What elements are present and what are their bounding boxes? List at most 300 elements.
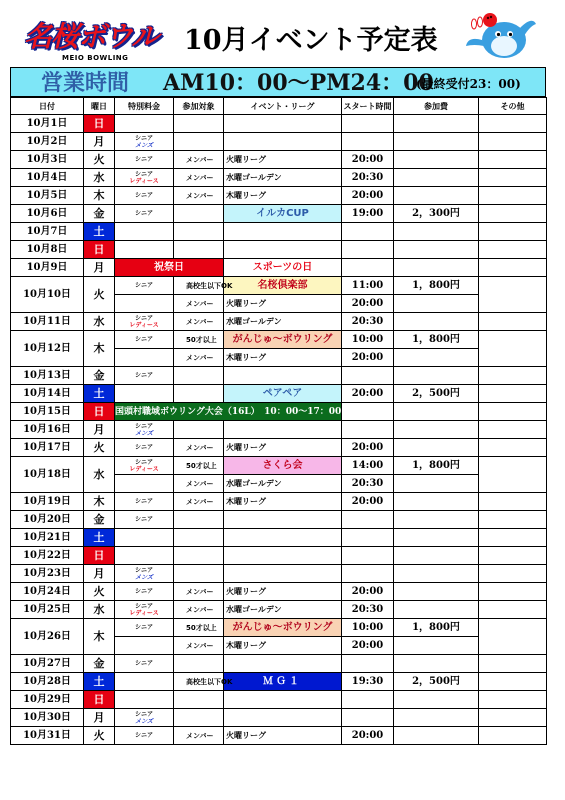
fee-category-label: シニア [134,336,153,343]
date-cell: 10月17日 [11,439,84,457]
fee-cell [394,295,479,313]
fee-category-label: シニア [134,210,153,217]
other-cell [479,511,547,529]
event-cell: 火曜リーグ [224,295,342,313]
table-row [11,727,547,745]
date-cell: 10月10日 [11,277,84,313]
weekday-cell: 日 [84,547,115,565]
fee-cell [394,529,479,547]
special-fee-cell [115,601,174,619]
event-cell: がんじゅ～ボウリング [224,619,342,637]
special-fee-cell [115,115,174,133]
other-cell [479,529,547,547]
event-cell: 水曜ゴールデン [224,475,342,493]
fee-cell [394,259,479,277]
col-header-date: 日付 [11,98,84,115]
holiday-cell: 祝祭日 [115,259,224,277]
special-fee-cell [115,691,174,709]
schedule-body [11,115,547,745]
start-time-cell [342,547,394,565]
other-cell [479,277,547,313]
participants-cell [174,241,224,259]
weekday-cell: 日 [84,115,115,133]
table-row [11,511,547,529]
special-fee-cell [115,133,174,151]
weekday-cell: 火 [84,151,115,169]
other-cell [479,583,547,601]
other-cell [479,115,547,133]
weekday-cell: 金 [84,655,115,673]
weekday-cell: 火 [84,727,115,745]
weekday-cell: 金 [84,511,115,529]
col-header-participants: 参加対象 [174,98,224,115]
table-row [11,583,547,601]
weekday-cell: 土 [84,529,115,547]
date-cell: 10月30日 [11,709,84,727]
date-cell: 10月24日 [11,583,84,601]
fee-cell: 2，500円 [394,385,479,403]
weekday-cell: 火 [84,439,115,457]
other-cell [479,439,547,457]
start-time-cell: 20:00 [342,295,394,313]
dolphin-bowling-icon [460,10,540,66]
date-cell: 10月9日 [11,259,84,277]
weekday-cell: 日 [84,241,115,259]
participants-cell: メンバー [174,475,224,493]
fee-cell [394,133,479,151]
fee-category-label: シニア [134,444,153,451]
fee-cell [394,421,479,439]
date-cell: 10月1日 [11,115,84,133]
other-cell [479,403,547,421]
table-row [11,367,547,385]
fee-category-label: シニア [134,516,153,523]
other-cell [479,223,547,241]
participants-cell: メンバー [174,583,224,601]
table-row [11,241,547,259]
event-cell [224,367,342,385]
event-cell: ＭＧ１ [224,673,342,691]
weekday-cell: 木 [84,331,115,367]
participants-cell: 50才以上 [174,331,224,349]
fee-cell [394,169,479,187]
date-cell: 10月12日 [11,331,84,367]
date-cell: 10月22日 [11,547,84,565]
fee-cell [394,115,479,133]
other-cell [479,133,547,151]
fee-cell [394,187,479,205]
table-row [11,205,547,223]
col-header-other: その他 [479,98,547,115]
fee-category-label: シニア [134,458,153,466]
weekday-cell: 土 [84,673,115,691]
event-cell: 水曜ゴールデン [224,169,342,187]
page-title: 10月イベント予定表 [184,25,438,56]
start-time-cell: 19:00 [342,205,394,223]
start-time-cell [342,709,394,727]
special-fee-cell [115,709,174,727]
fee-cell [394,583,479,601]
weekday-cell: 月 [84,259,115,277]
special-fee-cell [115,277,174,295]
fee-category-label: シニア [134,170,153,178]
fee-cell [394,349,479,367]
start-time-cell: 19:30 [342,673,394,691]
date-cell: 10月20日 [11,511,84,529]
fee-category-label: シニア [134,156,153,163]
participants-cell: メンバー [174,727,224,745]
other-cell [479,241,547,259]
weekday-cell: 月 [84,565,115,583]
fee-cell [394,313,479,331]
participants-cell: 高校生以下OK [174,277,224,295]
event-cell [224,223,342,241]
fee-category-label: シニア [134,624,153,631]
event-cell: スポーツの日 [224,259,342,277]
table-row [11,223,547,241]
table-row [11,565,547,583]
fee-cell [394,475,479,493]
special-fee-cell [115,565,174,583]
fee-cell [394,565,479,583]
event-cell: 火曜リーグ [224,583,342,601]
fee-cell [394,367,479,385]
participants-cell [174,655,224,673]
date-cell: 10月13日 [11,367,84,385]
event-cell: 火曜リーグ [224,439,342,457]
other-cell [479,385,547,403]
participants-cell [174,133,224,151]
weekday-cell: 金 [84,367,115,385]
fee-category-label: シニア [134,192,153,199]
participants-cell: メンバー [174,313,224,331]
event-cell [224,547,342,565]
table-row [11,457,547,475]
table-header-row [11,98,547,115]
fee-cell [394,727,479,745]
other-cell [479,565,547,583]
start-time-cell: 20:30 [342,475,394,493]
participants-cell: 50才以上 [174,457,224,475]
weekday-cell: 金 [84,205,115,223]
fee-category-label: メンズ [135,573,153,581]
date-cell: 10月26日 [11,619,84,655]
fee-cell: 2，300円 [394,205,479,223]
special-fee-cell [115,475,174,493]
business-hours-time: AM10：00～PM24：00 [163,70,434,96]
event-cell [224,655,342,673]
fee-category-label: シニア [134,732,153,739]
other-cell [479,601,547,619]
special-fee-cell [115,385,174,403]
start-time-cell [342,403,394,421]
other-cell [479,313,547,331]
fee-category-label: レディース [129,465,159,473]
start-time-cell: 14:00 [342,457,394,475]
date-cell: 10月2日 [11,133,84,151]
start-time-cell: 20:00 [342,727,394,745]
date-cell: 10月19日 [11,493,84,511]
special-fee-cell [115,439,174,457]
fee-category-label: シニア [134,314,153,322]
special-fee-cell [115,349,174,367]
fee-cell: 1，800円 [394,619,479,637]
other-cell [479,547,547,565]
other-cell [479,619,547,655]
date-cell: 10月27日 [11,655,84,673]
other-cell [479,169,547,187]
table-row [11,403,547,421]
participants-cell [174,205,224,223]
other-cell [479,367,547,385]
special-fee-cell [115,619,174,637]
fee-category-label: レディース [129,609,159,617]
table-row [11,313,547,331]
start-time-cell: 20:30 [342,313,394,331]
participants-cell: メンバー [174,349,224,367]
table-row [11,601,547,619]
event-cell: 木曜リーグ [224,349,342,367]
event-cell [224,691,342,709]
date-cell: 10月18日 [11,457,84,493]
event-cell [224,115,342,133]
table-row [11,619,547,637]
other-cell [479,691,547,709]
start-time-cell [342,241,394,259]
date-cell: 10月4日 [11,169,84,187]
date-cell: 10月23日 [11,565,84,583]
date-cell: 10月29日 [11,691,84,709]
date-cell: 10月15日 [11,403,84,421]
weekday-cell: 水 [84,457,115,493]
start-time-cell [342,259,394,277]
weekday-cell: 月 [84,709,115,727]
date-cell: 10月31日 [11,727,84,745]
event-cell: がんじゅ～ボウリング [224,331,342,349]
start-time-cell: 20:30 [342,169,394,187]
business-hours-banner [10,67,546,97]
start-time-cell: 20:00 [342,349,394,367]
weekday-cell: 木 [84,493,115,511]
fee-cell [394,223,479,241]
start-time-cell [342,511,394,529]
event-cell: 水曜ゴールデン [224,601,342,619]
event-cell: 名桜倶楽部 [224,277,342,295]
special-fee-cell [115,187,174,205]
event-cell: 火曜リーグ [224,151,342,169]
fee-category-label: シニア [134,498,153,505]
fee-cell [394,439,479,457]
participants-cell: メンバー [174,151,224,169]
event-cell [224,565,342,583]
table-row [11,187,547,205]
other-cell [479,151,547,169]
event-cell [224,241,342,259]
weekday-cell: 月 [84,421,115,439]
event-cell: 木曜リーグ [224,493,342,511]
table-row [11,151,547,169]
special-fee-cell [115,511,174,529]
weekday-cell: 木 [84,619,115,655]
participants-cell: メンバー [174,439,224,457]
event-cell: さくら会 [224,457,342,475]
fee-cell: 1，800円 [394,277,479,295]
date-cell: 10月7日 [11,223,84,241]
participants-cell [174,709,224,727]
event-cell [224,529,342,547]
other-cell [479,421,547,439]
start-time-cell: 20:00 [342,151,394,169]
fee-category-label: レディース [129,177,159,185]
brand-subtitle: MEIO BOWLING [62,54,129,62]
fee-cell [394,655,479,673]
start-time-cell: 20:00 [342,583,394,601]
date-cell: 10月21日 [11,529,84,547]
event-banner-cell: 国頭村職域ボウリング大会（16L） 10：00～17：00 [115,403,342,421]
fee-cell [394,241,479,259]
fee-cell [394,493,479,511]
table-row [11,331,547,349]
participants-cell: メンバー [174,169,224,187]
special-fee-cell [115,313,174,331]
participants-cell: メンバー [174,187,224,205]
participants-cell [174,223,224,241]
table-row [11,277,547,295]
special-fee-cell [115,529,174,547]
col-header-start-time: スタート時間 [342,98,394,115]
special-fee-cell [115,583,174,601]
special-fee-cell [115,151,174,169]
fee-category-label: シニア [134,710,153,718]
date-cell: 10月8日 [11,241,84,259]
table-row [11,115,547,133]
table-row [11,655,547,673]
date-cell: 10月14日 [11,385,84,403]
fee-cell [394,601,479,619]
start-time-cell: 20:30 [342,601,394,619]
weekday-cell: 水 [84,313,115,331]
special-fee-cell [115,727,174,745]
fee-category-label: シニア [134,372,153,379]
other-cell [479,673,547,691]
participants-cell [174,565,224,583]
start-time-cell [342,565,394,583]
participants-cell: メンバー [174,637,224,655]
table-row [11,493,547,511]
special-fee-cell [115,223,174,241]
weekday-cell: 水 [84,169,115,187]
weekday-cell: 月 [84,133,115,151]
start-time-cell: 11:00 [342,277,394,295]
date-cell: 10月25日 [11,601,84,619]
participants-cell [174,529,224,547]
fee-cell [394,691,479,709]
participants-cell: メンバー [174,601,224,619]
special-fee-cell [115,655,174,673]
fee-category-label: レディース [129,321,159,329]
weekday-cell: 水 [84,601,115,619]
other-cell [479,655,547,673]
start-time-cell: 20:00 [342,385,394,403]
other-cell [479,727,547,745]
start-time-cell [342,133,394,151]
event-cell: 木曜リーグ [224,187,342,205]
date-cell: 10月3日 [11,151,84,169]
table-row [11,439,547,457]
weekday-cell: 日 [84,403,115,421]
fee-cell: 2，500円 [394,673,479,691]
special-fee-cell [115,331,174,349]
participants-cell [174,421,224,439]
table-row [11,529,547,547]
fee-category-label: シニア [134,134,153,142]
event-cell [224,421,342,439]
start-time-cell [342,421,394,439]
fee-category-label: シニア [134,588,153,595]
col-header-event: イベント・リーグ [224,98,342,115]
date-cell: 10月11日 [11,313,84,331]
special-fee-cell [115,367,174,385]
weekday-cell: 日 [84,691,115,709]
business-hours-label: 営業時間 [41,70,130,96]
special-fee-cell [115,547,174,565]
page-header [0,0,565,66]
participants-cell: 50才以上 [174,619,224,637]
fee-cell [394,709,479,727]
other-cell [479,205,547,223]
participants-cell [174,547,224,565]
special-fee-cell [115,205,174,223]
special-fee-cell [115,493,174,511]
start-time-cell: 20:00 [342,493,394,511]
other-cell [479,709,547,727]
date-cell: 10月16日 [11,421,84,439]
event-cell: 火曜リーグ [224,727,342,745]
participants-cell [174,691,224,709]
date-cell: 10月5日 [11,187,84,205]
weekday-cell: 木 [84,187,115,205]
start-time-cell [342,529,394,547]
participants-cell: メンバー [174,493,224,511]
other-cell [479,331,547,367]
participants-cell [174,511,224,529]
date-cell: 10月28日 [11,673,84,691]
fee-category-label: メンズ [135,429,153,437]
weekday-cell: 土 [84,385,115,403]
other-cell [479,457,547,493]
fee-category-label: メンズ [135,141,153,149]
start-time-cell [342,691,394,709]
last-entry-note: (最終受付23：00) [416,77,521,91]
start-time-cell [342,655,394,673]
fee-cell: 1，800円 [394,457,479,475]
table-row [11,421,547,439]
special-fee-cell [115,673,174,691]
other-cell [479,259,547,277]
special-fee-cell [115,241,174,259]
event-cell [224,133,342,151]
event-cell: ペアペア [224,385,342,403]
special-fee-cell [115,421,174,439]
start-time-cell: 20:00 [342,637,394,655]
other-cell [479,493,547,511]
table-row [11,259,547,277]
table-row [11,169,547,187]
participants-cell [174,385,224,403]
event-cell [224,511,342,529]
event-schedule-table [10,97,547,745]
date-cell: 10月6日 [11,205,84,223]
